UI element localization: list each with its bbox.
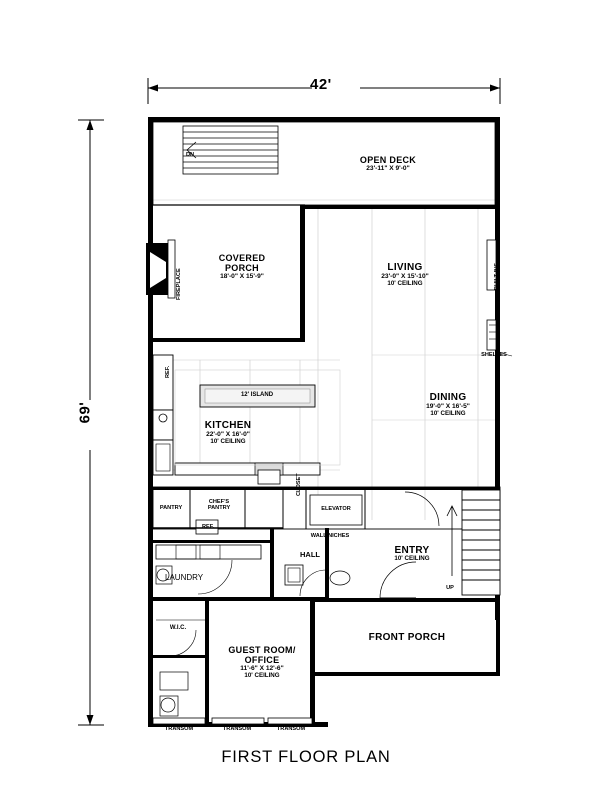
room-guest-office-name-line1: GUEST ROOM/ [228, 645, 296, 655]
wic-label: W.I.C. [169, 625, 187, 631]
room-dining-ceiling: 10' CEILING [430, 409, 466, 417]
pantry-label: PANTRY [159, 505, 183, 511]
room-dining-dimensions: 19'-0" X 16'-5" [426, 403, 470, 411]
fireplace-symbol [146, 240, 175, 298]
plan-title: FIRST FLOOR PLAN [221, 748, 391, 766]
shelves-label: SHELVES [481, 352, 507, 358]
room-kitchen-dimensions: 22'-0" X 16'-0" [206, 431, 250, 439]
room-kitchen [178, 420, 278, 446]
room-living-dimensions: 23'-0" X 15'-10" [381, 273, 429, 281]
up-label: UP [446, 585, 454, 591]
closet-label: CLOSET [296, 473, 302, 496]
room-dining [396, 392, 500, 418]
room-hall-name: HALL [300, 550, 320, 559]
transom-label-2: TRANSOM [222, 726, 252, 732]
transom-label-3: TRANSOM [276, 726, 306, 732]
refrigerator-lower-label: REF. [201, 524, 215, 530]
room-living-ceiling: 10' CEILING [387, 279, 423, 287]
overall-width-label: 42' [310, 76, 332, 93]
room-kitchen-name: KITCHEN [204, 420, 252, 431]
room-guest-office-name-line2: OFFICE [244, 655, 280, 666]
room-laundry-name: LAUNDRY [165, 573, 204, 582]
elevator-label: ELEVATOR [321, 506, 351, 512]
fireplace-label: FIREPLACE [176, 268, 182, 300]
room-covered-porch-name-line1: COVERED [218, 253, 266, 263]
room-entry-name: ENTRY [394, 545, 430, 556]
room-living [350, 262, 460, 288]
room-entry [370, 545, 454, 563]
room-dining-name: DINING [429, 392, 467, 403]
room-laundry [165, 573, 245, 582]
transom-label-1: TRANSOM [164, 726, 194, 732]
island-label: 12' ISLAND [240, 392, 274, 398]
room-guest-office-dimensions: 11'-6" X 12'-6" [240, 665, 284, 673]
room-front-porch [345, 632, 469, 643]
wall-niches-label: WALL NICHES [310, 533, 350, 539]
room-covered-porch-dimensions: 18'-0" X 15'-9" [220, 273, 264, 281]
chefs-pantry-line2: PANTRY [207, 505, 231, 512]
refrigerator-upper-label: REF. [165, 365, 171, 378]
dn-text: DN [186, 152, 195, 158]
built-ins-label: BUILT-INS [494, 263, 500, 290]
room-guest-office [210, 645, 314, 679]
overall-depth-label: 69' [76, 401, 94, 424]
room-living-name: LIVING [387, 262, 423, 273]
room-front-porch-name: FRONT PORCH [368, 632, 446, 643]
room-guest-office-ceiling: 10' CEILING [244, 671, 280, 679]
room-entry-ceiling: 10' CEILING [394, 555, 430, 563]
room-open-deck [328, 155, 448, 172]
stair-direction-label [186, 143, 194, 161]
room-kitchen-ceiling: 10' CEILING [210, 437, 246, 445]
room-open-deck-dimensions: 23'-11" X 9'-0" [366, 165, 410, 173]
room-covered-porch-name-line2: PORCH [224, 263, 259, 274]
chefs-pantry-label [192, 499, 246, 511]
room-open-deck-name: OPEN DECK [359, 155, 417, 165]
chefs-pantry-line1: CHEF'S [208, 499, 230, 505]
room-covered-porch [182, 253, 302, 281]
